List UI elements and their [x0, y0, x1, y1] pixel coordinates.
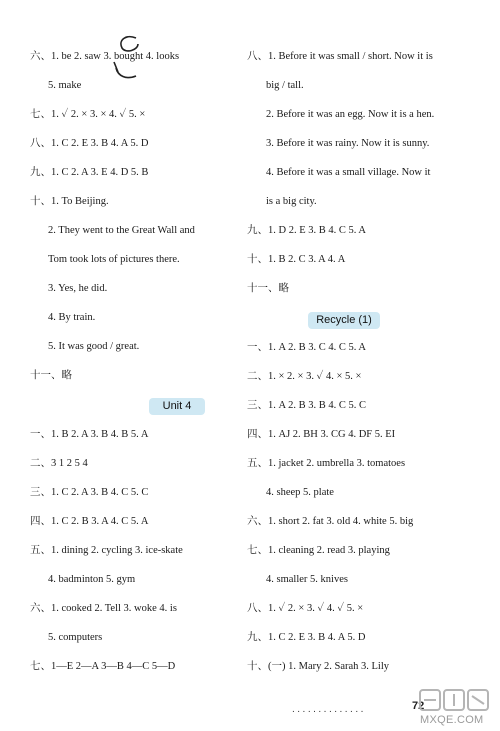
left-line-20: 5. computers	[48, 632, 103, 643]
left-line-16: 四、1. C 2. B 3. A 4. C 5. A	[30, 516, 149, 527]
right-line-7: 九、1. D 2. E 3. B 4. C 5. A	[247, 225, 367, 236]
right-line-2: big / tall.	[266, 80, 304, 91]
right-line-16: 六、1. short 2. fat 3. old 4. white 5. big	[247, 516, 414, 527]
right-line-3: 2. Before it was an egg. Now it is a hen.	[266, 109, 435, 120]
footer-dots: ..............	[292, 704, 366, 715]
left-line-1: 六、1. be 2. saw 3. bought 4. looks	[30, 51, 180, 62]
right-line-9: 十一、略	[247, 283, 289, 294]
left-line-3: 七、1. ✓ 2. × 3. × 4. ✓ 5. ×	[30, 109, 146, 120]
left-line-10: 4. By train.	[48, 312, 96, 323]
right-line-17: 七、1. cleaning 2. read 3. playing	[247, 545, 390, 556]
left-line-4: 八、1. C 2. E 3. B 4. A 5. D	[30, 138, 149, 149]
left-line-18: 4. badminton 5. gym	[48, 574, 136, 585]
right-line-11: 二、1. × 2. × 3. ✓ 4. × 5. ×	[247, 371, 362, 382]
right-line-12: 三、1. A 2. B 3. B 4. C 5. C	[247, 400, 367, 411]
left-line-7: 2. They went to the Great Wall and	[48, 225, 195, 236]
left-line-17: 五、1. dining 2. cycling 3. ice-skate	[30, 545, 183, 556]
left-line-12: 十一、略	[30, 370, 72, 381]
left-line-9: 3. Yes, he did.	[48, 283, 108, 294]
left-line-15: 三、1. C 2. A 3. B 4. C 5. C	[30, 487, 149, 498]
right-line-6: is a big city.	[266, 196, 317, 207]
right-line-5: 4. Before it was a small village. Now it	[266, 167, 431, 178]
right-line-14: 五、1. jacket 2. umbrella 3. tomatoes	[247, 458, 406, 469]
right-line-13: 四、1. AJ 2. BH 3. CG 4. DF 5. EI	[247, 429, 396, 440]
left-line-6: 十、1. To Beijing.	[30, 196, 109, 207]
left-line-5: 九、1. C 2. A 3. E 4. D 5. B	[30, 167, 149, 178]
right-line-19: 八、1. ✓ 2. × 3. ✓ 4. ✓ 5. ×	[247, 603, 364, 614]
right-line-18: 4. smaller 5. knives	[266, 574, 348, 585]
right-line-4: 3. Before it was rainy. Now it is sunny.	[266, 138, 430, 149]
right-line-15: 4. sheep 5. plate	[266, 487, 334, 498]
left-line-11: 5. It was good / great.	[48, 341, 140, 352]
left-line-14: 二、3 1 2 5 4	[30, 458, 88, 469]
left-line-13: 一、1. B 2. A 3. B 4. B 5. A	[30, 429, 149, 440]
left-line-21: 七、1—E 2—A 3—B 4—C 5—D	[30, 661, 176, 672]
right-line-10: 一、1. A 2. B 3. C 4. C 5. A	[247, 342, 367, 353]
watermark-text: MXQE.COM	[420, 714, 484, 726]
left-line-19: 六、1. cooked 2. Tell 3. woke 4. is	[30, 603, 177, 614]
right-line-20: 九、1. C 2. E 3. B 4. A 5. D	[247, 632, 366, 643]
right-line-21: 十、(一) 1. Mary 2. Sarah 3. Lily	[247, 661, 390, 672]
page-number: 72	[412, 700, 425, 712]
right-line-8: 十、1. B 2. C 3. A 4. A	[247, 254, 346, 265]
right-line-1: 八、1. Before it was small / short. Now it is	[247, 51, 433, 62]
unit-4-heading: Unit 4	[149, 398, 205, 415]
left-line-2: 5. make	[48, 80, 82, 91]
left-line-8: Tom took lots of pictures there.	[48, 254, 180, 265]
recycle-1-heading: Recycle (1)	[308, 312, 380, 329]
